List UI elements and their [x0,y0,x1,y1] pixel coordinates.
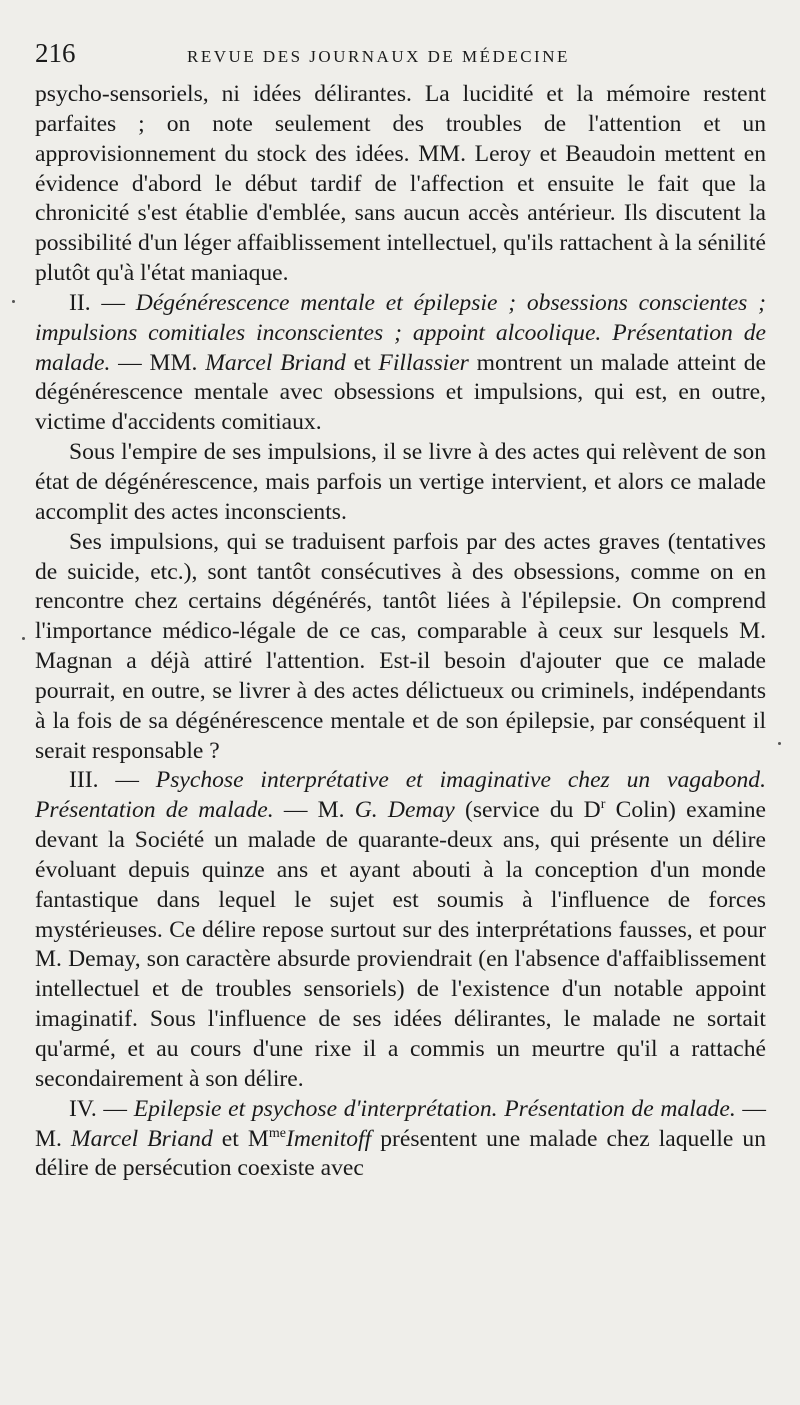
paragraph-impulsions [35,438,766,528]
conjunction: et M [212,1125,269,1152]
paragraph-text: Colin) examine devant la Société un malade de quarante-deux ans, qui présente un délire évoluant depuis quinze ans et ayant abouti à la conception d'un monde fantastique dans lequel le sujet est soumis à l'influence de forces mystérieuses. Ce délire repose surtout sur des interprétations fausses, et pour M. Demay, son caractère absurde proviendrait (en l'absence d'affaiblissement intellectuel et de troubles sensoriels) de l'existence d'un notable appoint imaginatif. Sous l'influence de ses idées délirantes, le malade ne sortait qu'armé, et au cours d'une rixe il a commis un meurtre qu'il a rattaché secondairement à son délire. [35,797,767,1092]
paragraph-leroy-beaudoin [35,80,766,289]
conjunction: et [345,349,379,376]
paragraph-text: psycho-sensoriels, ni idées délirantes. La lucidité et la mémoire restent parfaites ; on note seulement des troubles de l'attention et un approvisionnement du stock des idées. MM. Leroy et Beaudoin mettent en évidence d'abord le début tardif de l'affection et ensuite le fait que la chronicité s'est établie d'emblée, sans aucun accès antérieur. Ils discutent la possibilité d'un léger affaiblissement intellectuel, qu'ils rattachent à la sénilité plutôt qu'à l'état maniaque. [35,81,766,287]
author-name: Imenitoff [285,1125,372,1152]
page-number: 216 [35,38,76,68]
superscript: r [600,797,606,813]
section-separator: — M. [35,1095,766,1152]
section-separator: — M. [273,797,355,824]
author-name: Fillassier [378,349,469,376]
paragraph-text: Sous l'empire de ses impulsions, il se livre à des actes qui relèvent de son état de dégénérescence, mais parfois un vertige intervient, et alors ce malade accomplit des actes inconscients. [35,439,766,525]
section-ii [35,289,766,438]
section-iii [35,766,766,1094]
paragraph-text: montrent un malade atteint de dégénérescence mentale avec obsessions et impulsions, qui est, en outre, victime d'accidents comitiaux. [35,349,766,436]
author-name: G. Demay [354,797,455,824]
section-separator: — MM. [110,349,206,376]
section-title: Psychose interprétative et imaginative chez un vagabond. Présentation de malade. [35,767,766,824]
paragraph-text: Ses impulsions, qui se traduisent parfois par des actes graves (tentatives de suicide, etc.), sont tantôt consécutives à des obsessions, comme on en rencontre chez certains dégénérés, tantôt liées à l'épilepsie. On comprend l'importance médico-légale de ce cas, comparable à ceux sur lesquels M. Magnan a déjà attiré l'attention. Est-il besoin d'ajouter que ce malade pourrait, en outre, se livrer à des actes délictueux ou criminels, indépendants à la fois de sa dégénérescence mentale et de son épilepsie, par conséquent il serait responsable ? [35,528,766,764]
author-name: Marcel Briand [205,349,346,376]
page-header [35,38,766,78]
paragraph-medico-legal [35,528,766,767]
section-number: IV. — [69,1095,134,1122]
print-speck [778,742,781,745]
body-text [35,80,766,1184]
author-name: Marcel Briand [70,1125,213,1152]
superscript: me [268,1125,286,1141]
section-title: Epilepsie et psychose d'interprétation. Présentation de malade. [133,1095,736,1122]
section-title: Dégénérescence mentale et épilepsie ; obsessions conscientes ; impulsions comitiales inconscientes ; appoint alcoolique. Présentation de malade. [35,289,766,376]
running-title: REVUE DES JOURNAUX DE MÉDECINE [187,47,570,66]
print-speck [22,637,25,640]
paragraph-text: présentent une malade chez laquelle un délire de persécution coexiste avec [35,1125,767,1182]
service-note: (service du D [454,797,601,824]
section-iv [35,1095,766,1185]
section-number: III. — [69,767,156,794]
section-number: II. — [69,289,136,316]
print-speck [12,300,15,303]
